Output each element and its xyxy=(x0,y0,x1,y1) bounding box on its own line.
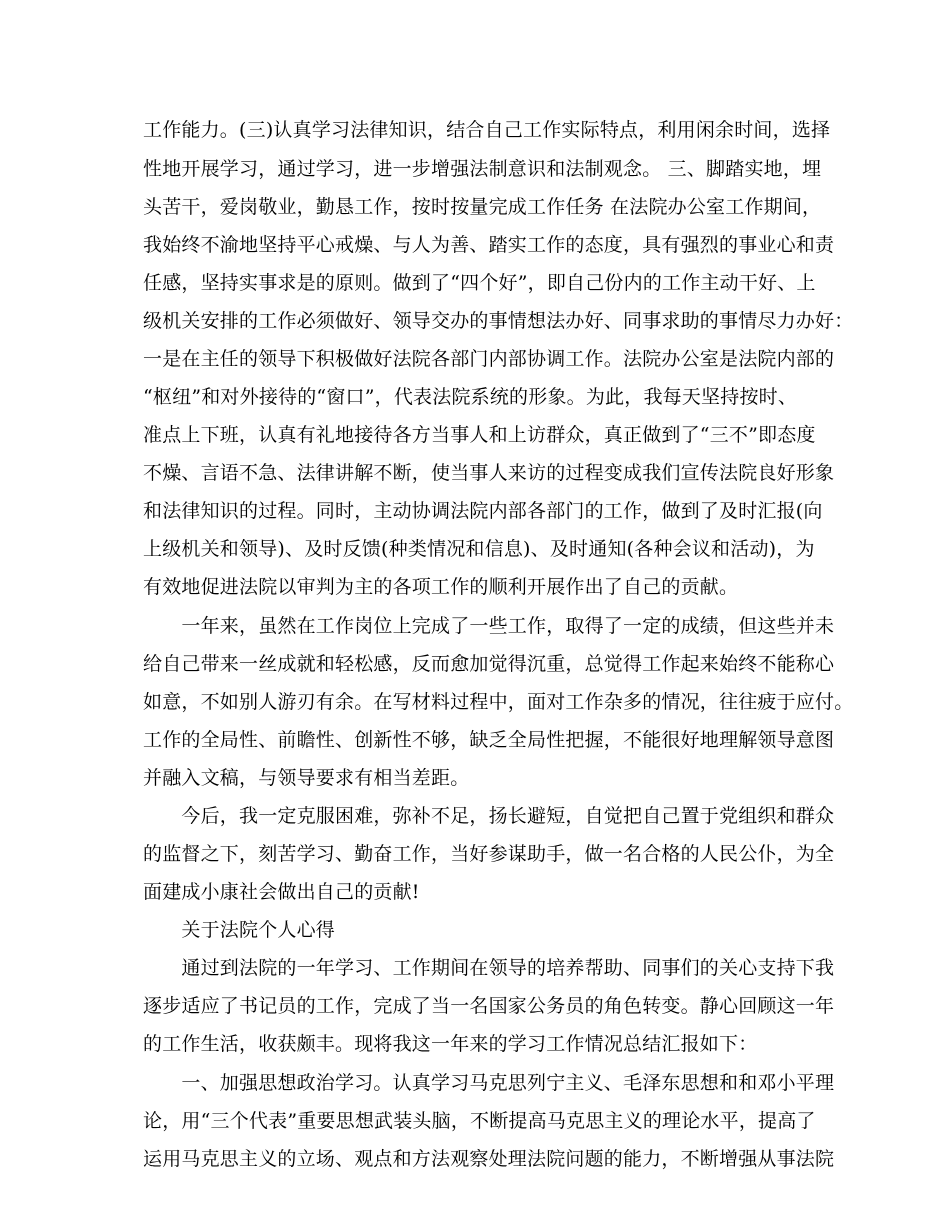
text-line: 面建成小康社会做出自己的贡献! xyxy=(143,881,420,903)
text-line: 不燥、言语不急、法律讲解不断，使当事人来访的过程变成我们宣传法院良好形象 xyxy=(143,462,835,484)
section-heading: 关于法院个人心得 xyxy=(143,919,336,941)
text-line: 准点上下班，认真有礼地接待各方当事人和上访群众，真正做到了“三不”即态度 xyxy=(143,424,816,446)
text-line: 工作能力。(三)认真学习法律知识，结合自己工作实际特点，利用闲余时间，选择 xyxy=(143,119,831,141)
text-line: 论，用“三个代表”重要思想武装头脑，不断提高马克思主义的理论水平，提高了 xyxy=(143,1110,816,1132)
text-line: 的监督之下，刻苦学习、勤奋工作，当好参谋助手，做一名合格的人民公仆，为全 xyxy=(143,843,835,865)
text-line: 级机关安排的工作必须做好、领导交办的事情想法办好、同事求助的事情尽力办好： xyxy=(143,310,854,332)
text-line: 逐步适应了书记员的工作，完成了当一名国家公务员的角色转变。静心回顾这一年 xyxy=(143,995,835,1017)
text-line: 头苦干，爱岗敬业，勤恳工作，按时按量完成工作任务 在法院办公室工作期间， xyxy=(143,196,822,218)
text-line: 性地开展学习，通过学习，进一步增强法制意识和法制观念。 三、脚踏实地，埋 xyxy=(143,158,822,180)
text-line: 一是在主任的领导下积极做好法院各部门内部协调工作。法院办公室是法院内部的 xyxy=(143,348,835,370)
text-line: 我始终不渝地坚持平心戒燥、与人为善、踏实工作的态度，具有强烈的事业心和责 xyxy=(143,234,835,256)
text-line: 一年来，虽然在工作岗位上完成了一些工作，取得了一定的成绩，但这些并未 xyxy=(143,615,835,637)
text-line: 任感，坚持实事求是的原则。做到了“四个好”，即自己份内的工作主动干好、上 xyxy=(143,272,816,294)
text-line: 上级机关和领导)、及时反馈(种类情况和信息)、及时通知(各种会议和活动)，为 xyxy=(143,538,815,560)
text-line: 通过到法院的一年学习、工作期间在领导的培养帮助、同事们的关心支持下我 xyxy=(143,957,835,979)
text-line: “枢纽”和对外接待的“窗口”，代表法院系统的形象。为此，我每天坚持按时、 xyxy=(143,386,798,408)
text-line: 给自己带来一丝成就和轻松感，反而愈加觉得沉重，总觉得工作起来始终不能称心 xyxy=(143,653,835,675)
text-line: 今后，我一定克服困难，弥补不足，扬长避短，自觉把自己置于党组织和群众 xyxy=(143,805,835,827)
text-line: 工作的全局性、前瞻性、创新性不够，缺乏全局性把握，不能很好地理解领导意图 xyxy=(143,729,835,751)
text-line: 如意，不如别人游刃有余。在写材料过程中，面对工作杂多的情况，往往疲于应付。 xyxy=(143,691,854,713)
text-line: 并融入文稿，与领导要求有相当差距。 xyxy=(143,767,470,789)
text-line: 的工作生活，收获颇丰。现将我这一年来的学习工作情况总结汇报如下： xyxy=(143,1033,758,1055)
text-line: 有效地促进法院以审判为主的各项工作的顺利开展作出了自己的贡献。 xyxy=(143,576,739,598)
text-line: 和法律知识的过程。同时，主动协调法院内部各部门的工作，做到了及时汇报(向 xyxy=(143,500,823,522)
text-line: 一、加强思想政治学习。认真学习马克思列宁主义、毛泽东思想和和邓小平理 xyxy=(143,1072,835,1094)
text-line: 运用马克思主义的立场、观点和方法观察处理法院问题的能力，不断增强从事法院 xyxy=(143,1148,835,1170)
